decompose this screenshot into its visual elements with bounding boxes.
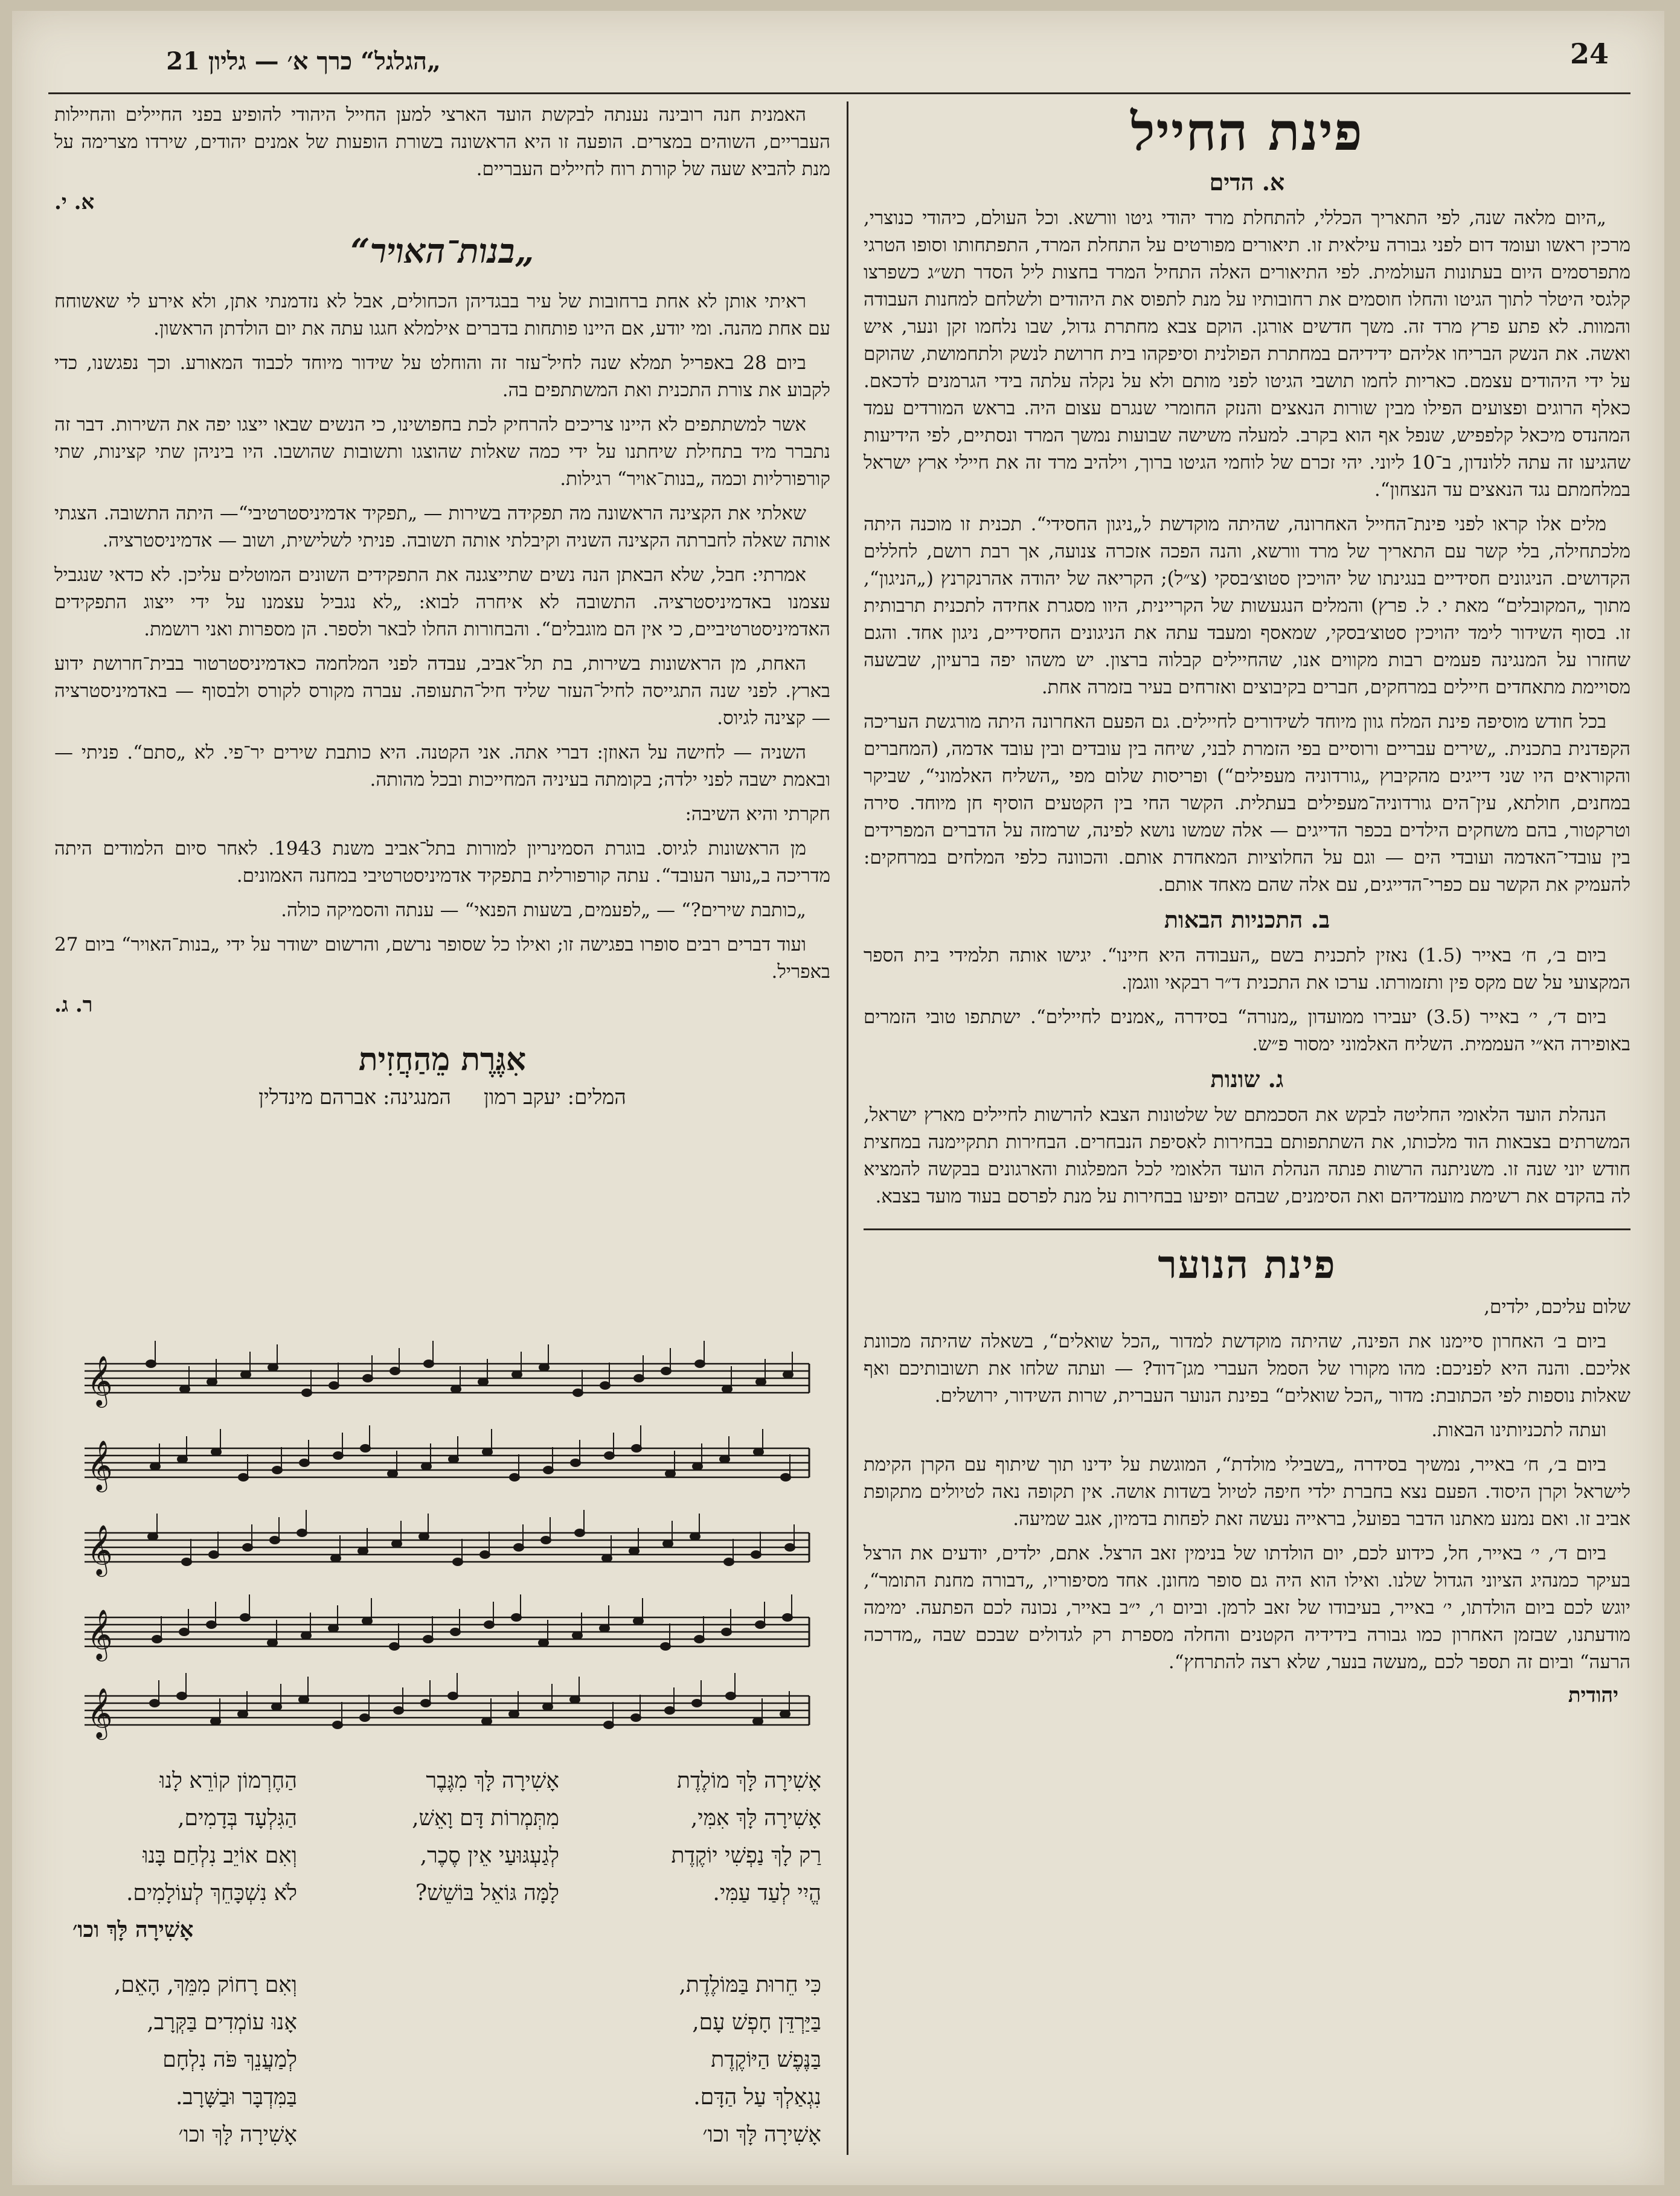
note-head (483, 1448, 492, 1456)
note-head (239, 1474, 248, 1481)
song-title: אִגֶּרֶת מֵהַחֲזִית (358, 1041, 527, 1078)
music-notes (146, 1341, 795, 1729)
note-head (539, 1639, 548, 1646)
note-head (299, 1696, 309, 1703)
note-head (241, 1371, 251, 1378)
note-head (602, 1555, 612, 1562)
note-head (150, 1700, 159, 1707)
note-head (423, 1636, 433, 1643)
note-head (665, 1707, 675, 1714)
note-head (268, 1639, 277, 1646)
note-head (392, 1540, 402, 1547)
paragraph: ביום ב׳, ח׳ באייר, נמשיך בסידרה „בשבילי מולדת“, המוגשת על ידינו תוך שיתוף עם הקרן הקימת לישראל וקרן היסוד. הפעם נצא בחברת ילדי חיפה לטיול בשדות אושה. אין תקופה נאה לטיולים מתקופת אביב זו. ואם נמנע מאתנו הדבר בפועל, בראייה נעשה זאת לפחות בדמיון, אגב שמיעה. (864, 1454, 1630, 1530)
note-head (207, 1378, 217, 1385)
note-head (661, 1643, 670, 1650)
note-head (419, 1533, 429, 1540)
note-head (390, 1643, 399, 1650)
article-title: „בנות־האויר“ (350, 231, 534, 271)
note-head (665, 1470, 675, 1477)
note-head (514, 1544, 524, 1551)
note-head (179, 1628, 189, 1636)
note-head (448, 1692, 458, 1700)
svg-text:𝄞: 𝄞 (87, 1439, 113, 1490)
note-head (722, 1628, 731, 1636)
note-head (361, 1445, 370, 1452)
note-head (240, 1614, 250, 1621)
top-rule (48, 92, 1630, 94)
verse-line: הֱיִי לְעַד עַמִּי. (713, 1881, 821, 1905)
svg-text:𝄞: 𝄞 (87, 1355, 113, 1405)
note-head (695, 1360, 705, 1367)
sheet-music (72, 1340, 821, 1750)
right-column (864, 101, 1630, 1716)
note-head (394, 1707, 403, 1714)
running-head: „הגלגל“ כרך א׳ — גליון 21 (166, 47, 441, 75)
youth-corner-title: פינת הנוער (1158, 1242, 1336, 1288)
note-head (482, 1718, 492, 1725)
note-head (600, 1625, 609, 1632)
paragraph: „היום מלאה שנה, לפי התאריך הכללי, להתחלת מרד יהודי גיטו וורשא. וכל העולם, כיהודי כנוצרי, מרכין ראשו ועומד דום לפני גבורה עילאית זו. תיאורים מפורטים על התחלת המרד, התפתחותו וסופו הטרגי מתפרסמים היום בעתונות העולמית. לפי התיאורים האלה התחיל המרד בחצות ליל הסדר תש״ג כשפרצו קלגסי היטלר לתוך הגיטו והחלו חוסמים את רחובותיו על מנת לתפוס את היהודים ולשלחם למחנות העבודה והמוות. לא פתע פרץ מרד זה. משך חדשים אורגן. הוקם צבא מחתרת גדול, שבו נלחמו זקן ונער, איש ואשה. את הנשק הבריחו אליהם ידידיהם במחתרת הפולנית וסיפקהו בית חרושת לנשק ולתחמושת, שהוקם על ידי היהודים עצמם. כאריות לחמו תושבי הגיטו לפני מותם ולא על נקלה עלתה בידי הגרמנים לדכאם. כאלף הרוגים ופצועים הפילו מבין שורות הנאצים והנזק החומרי שנגרם עצום היה. בראש המורדים עמד המהנדס מיכאל קלפפיש, שנפל אף הוא בקרב. למעלה משישה שבועות נמשך המרד ונסתיים, לפי הידיעות שהגיעו זה עתה ללונדון, ב־10 ליוני. יהי זכרם של לוחמי הגיטו ברוך, וילהיב מרד זה את חיילי ארץ ישראל במלחמתם נגד הנאצים עד הנצחון“. (864, 207, 1631, 501)
section-divider (864, 1228, 1630, 1230)
note-head (633, 1617, 643, 1625)
note-head (297, 1529, 307, 1536)
verse-column (335, 1966, 559, 2154)
signature: ר. ג. (54, 993, 93, 1017)
note-head (451, 1385, 461, 1393)
note-head (207, 1621, 216, 1628)
note-head (270, 1536, 280, 1544)
stanza-1 (72, 1762, 821, 1912)
note-head (539, 1364, 549, 1371)
note-head (756, 1378, 766, 1385)
verse-line: בַּנֶּפֶשׁ הַיּוֹקֶדֶת (711, 2047, 821, 2072)
note-head (604, 1721, 614, 1729)
song-credits (54, 1085, 830, 1109)
note-head (541, 1536, 551, 1544)
note-head (209, 1551, 219, 1558)
verse-line: לְמַעֲנֵךְ פֹּה נִלְחָם (162, 2047, 297, 2072)
verse-line: אָשִׁירָה לָּךְ אִמִּי, (690, 1806, 821, 1831)
paragraph: ביום 28 באפריל תמלא שנה לחיל־עזר זה והוחלט על שידור מיוחד לכבוד המאורע. וכך נפגשנו, כדי לקבוע את צורת התכנית ואת המשתתפים בה. (54, 352, 830, 401)
note-head (692, 1700, 702, 1707)
note-head (180, 1385, 190, 1393)
note-head (148, 1533, 158, 1540)
paragraph: ביום ד׳, י׳ באייר, חל, כידוע לכם, יום הולדתו של בנימין זאב הרצל. אתם, ילדים, יודעים את הרצל בעיקר כמנהיג הציוני הגדול שלנו. ואילו הוא היה גם סופר מחונן. אחד מסיפוריו, „דבורה מחנת התומר“, יוגש לכם ביום הולדתו, י׳ באייר, בעיבודו של זאב לרמן. וביום ו׳, י״ב באייר, נכונה לכם הפתעה. ימימה מודעתנו, שבזמן האחרון כמו גבורה בידידיה הקטנים והחלה מספרת רק לגדולים שבכם שבה „מדרכה הרעה“ וביום זה תספר לכם „מעשה בנער, שלא רצה להתרחץ“. (864, 1543, 1630, 1673)
verse-line: הַגִּלְעָד בְּדָמִים, (178, 1806, 297, 1831)
paragraph: חקרתי והיא השיבה: (685, 803, 830, 825)
note-head (573, 1389, 583, 1396)
note-head (480, 1551, 490, 1558)
page-number: 24 (1570, 37, 1609, 70)
section-a-heading: א. הדים (1209, 169, 1285, 196)
note-head (661, 1367, 671, 1375)
paragraph: מלים אלו קראו לפני פינת־החייל האחרונה, שהיתה מוקדשת ל„ניגון החסידי“. תכנית זו מוכנה היתה מלכתחילה, בלי קשר עם התאריך של מרד וורשא, והנה הפכה אזכרה צנועה, אך רבת רושם, לחללים הקדושים. הניגונים חסידיים בנגינתו של יהויכין סטוצ׳בסקי (צ״ל); הקריאה של יהודה אהרנקרנץ („הניגון“, מתוך „המקובלים“ מאת י. ל. פרץ) והמלים הנגעשות של הקריינית, היוו מסגרת אחידה לתכנית תרבותית זו. בסוף השידור לימד יהויכין סטוצ׳בסקי, שמאסף ומעבד עתה את הניגונים החסידיים, ניגון אחד. והגם שחזרו על המנגינה פעמים רבות מקווים אנו, שהחיילים קבלוה ברצון. יש משהו יפה ברעיון, שבשעה מסויימת מתאחדים חיילים במרחקים, חברים בקיבוצים ואזרחים בעיר בזמרה אחת. (864, 513, 1630, 698)
paragraph: האמנית חנה רובינה נענתה לבקשת הועד הארצי למען החייל היהודי להופיע בפני החיילים והחיילות העבריים, השוהים במצרים. הופעה זו היא הראשונה בשורת הופעות של אמנים יהודים, שירדו מצרימה על מנת להביא שעה של קורת רוח לחיילים העבריים. (54, 104, 830, 180)
note-head (152, 1636, 162, 1643)
verse-column (72, 1762, 297, 1912)
music-staff-1 (85, 1364, 809, 1393)
note-head (301, 1632, 311, 1639)
soldier-corner-title: פינת החייל (1130, 101, 1364, 162)
verse-line: אָנוּ עוֹמְדִים בַּקְּרָב, (147, 2010, 297, 2035)
note-head (780, 1710, 790, 1718)
note-head (690, 1533, 700, 1540)
note-head (663, 1540, 673, 1547)
note-head (722, 1385, 732, 1393)
composer: אברהם מינדלין (258, 1085, 377, 1109)
note-head (571, 1459, 580, 1466)
lyrics-label: המלים: (567, 1085, 626, 1109)
note-head (572, 1632, 582, 1639)
note-head (478, 1378, 488, 1385)
paragraph: מן הראשונות לגיוס. בוגרת הסמינריון למורות בתל־אביב משנת 1943. לאחר סיום הלמודים היתה מדריכה ב„נוער העובד“. עתה קורפורלית בתפקיד אדמיניסטרטיבי במחנה האמונים. (54, 838, 830, 887)
note-head (720, 1456, 729, 1463)
paragraph: „כותבת שירים?“ — „לפעמים, בשעות הפנאי“ — ענתה והסמיקה כולה. (281, 899, 806, 921)
paragraph: ראיתי אותן לא אחת ברחובות של עיר בבגדיהן הכחולים, אבל לא נזדמנתי אתן, ולא אירע לי שאשוחח עם אחת מהנה. ומי יודע, אם היינו פותחות בדברים אילמלא חגגו עתה את יום הולדתן הראשון. (54, 291, 830, 339)
verse-line: בַּיַּרְדֵּן חָפְשׁ עָם, (692, 2010, 821, 2035)
note-head (575, 1529, 585, 1536)
note-head (358, 1547, 368, 1555)
note-head (753, 1718, 763, 1725)
note-head (449, 1456, 458, 1463)
note-head (453, 1558, 463, 1565)
paragraph: שלום עליכם, ילדים, (1484, 1296, 1630, 1318)
verse-column (335, 1762, 559, 1912)
note-head (329, 1625, 338, 1632)
note-head (360, 1714, 370, 1721)
note-head (726, 1692, 736, 1700)
verse-line: אָשִׁירָה לָּךְ מִגֶּבֶר (426, 1768, 559, 1793)
note-head (693, 1463, 702, 1470)
newspaper-page (12, 11, 1664, 2185)
note-head (333, 1721, 342, 1729)
refrain: אָשִׁירָה לָּךְ וכו׳ (72, 1917, 194, 1942)
verse-column (72, 1966, 297, 2154)
note-head (724, 1558, 734, 1565)
note-head (268, 1364, 278, 1371)
note-head (450, 1628, 460, 1636)
verse-line: הַחֶרְמוֹן קוֹרֵא לָנוּ (159, 1768, 297, 1793)
verse-line: רַק לָךְ נַפְשִׁי יוֹקֶדֶת (671, 1843, 821, 1868)
column-rule (847, 101, 848, 2155)
stanza-2 (72, 1966, 821, 2154)
svg-text:𝄞: 𝄞 (87, 1608, 113, 1659)
note-head (543, 1703, 553, 1710)
note-head (238, 1710, 248, 1718)
note-head (390, 1367, 400, 1375)
note-head (604, 1452, 614, 1459)
note-head (178, 1456, 187, 1463)
signature: א. י. (54, 190, 95, 214)
paragraph: הנהלת הועד הלאומי החליטה לבקש את הסכמתם של שלטונות הצבא להרשות לחיילים מארץ ישראל, המשרתים בצבאות הוד מלכותו, את השתתפותם בבחירות לאסיפת הנבחרים. הבחירות תתקיימנה במחצית חודש יוני שנה זו. משניתנה הרשות פנתה הנהלת הועד הלאומי לכל המפלגות והארגונים בבקשה להמציא לה בהקדם את רשימת מועמדיהם ואת הסימנים, שבהם יופיעו בבחירות על מנת לפרסם בעוד מועד בצבא. (864, 1104, 1630, 1207)
verse-line: בַּמִּדְבָּר וּבַשָּׁרָב. (175, 2085, 297, 2110)
note-head (751, 1551, 761, 1558)
paragraph: האחת, מן הראשונות בשירות, בת תל־אביב, עבדה לפני המלחמה כאדמיניסטרטור בבית־חרושת ידוע בארץ. לפני שנה התגייסה לחיל־העזר שליד חיל־התעופה. עברה מקורס לקורס ולבסוף — באדמיניסטרציה — קצינה לגיוס. (54, 653, 830, 729)
paragraph: בכל חודש מוסיפה פינת המלח גוון מיוחד לשידורים לחיילים. גם הפעם האחרונה היתה מורגשת העריכה הקפדנית בתכנית. „שירים עבריים ורוסיים בפי הזמרת לבני, שיחה בין עובדים ובין עובד אדמה, (המחברים והקוראים היו שני דייגים מהקיבוץ „גורדוניה מעפילים“) ופריסות שלום מפי „השליח האלמוני“, שביקר במחנים, חולתא, עין־הים גורדוניה־מעפילים בעתלית. הקשר החי בין הקטעים הוסיף חן מיוחד. סירה וטרקטור, בהם משחקים הילדים בכפר הדייגים — אלה שמשו נושא לפינה, שרמזה על הדברים המפרידים בין עובדי־האדמה ועובדי הים — וגם על החלוציות המאחדת אותם. והכוונה כלפי המלחים במרחקים: להעמיק את הקשר עם כפרי־הדייגים, עם אלה שהם מאחד אותם. (864, 711, 1630, 896)
verse-line: אָשִׁירָה לָּךְ מוֹלֶדֶת (677, 1768, 821, 1793)
left-column (54, 101, 830, 1122)
verse-line: נִגְאַלְךְ עַל הַדָּם. (693, 2085, 821, 2110)
paragraph: השניה — לחישה על האוזן: דברי אתה. אני הקטנה. היא כותבת שירים יר־פי. לא „סתם“. פניתי — ובאמת ישבה לפני ילדה; בקומתה בעיניה המחייכות ובכל מהותה. (54, 742, 830, 791)
music-label: המנגינה: (383, 1085, 451, 1109)
verse-line: אָשִׁירָה לָּךְ וכו׳ (702, 2122, 821, 2147)
verse-line: כִּי חֵרוּת בַּמּוֹלֶדֶת, (679, 1973, 821, 1997)
music-staff-2 (85, 1448, 809, 1477)
note-head (300, 1459, 309, 1466)
note-head (754, 1448, 763, 1456)
note-head (755, 1621, 765, 1628)
svg-text:𝄞: 𝄞 (87, 1687, 113, 1738)
verse-line: מִתְּמְרוֹת דָּם וָאֵשׁ, (412, 1806, 559, 1831)
note-head (511, 1614, 521, 1621)
note-head (694, 1636, 704, 1643)
verse-column (597, 1966, 821, 2154)
note-head (421, 1700, 431, 1707)
note-head (570, 1696, 580, 1703)
verse-column (597, 1762, 821, 1912)
music-staff-3 (85, 1533, 809, 1562)
note-head (146, 1360, 156, 1367)
paragraph: אשר למשתתפים לא היינו צריכים להרחיק לכת בחפושינו, כי הנשים שבאו ייצגו יפה את השירות. דבר זה נתברר מיד בתחילת שיחתנו על ידי כמה שאלות שהוצגו ותשובות שהושבו. היו ביניהן שתי קצינות, שתי קורפורליות וכמה „בנות־אויר“ רגילות. (54, 414, 830, 490)
note-head (211, 1448, 221, 1456)
note-head (512, 1371, 522, 1378)
note-head (177, 1692, 187, 1700)
note-head (424, 1360, 434, 1367)
note-head (484, 1621, 494, 1628)
lyricist: יעקב רמון (484, 1085, 561, 1109)
note-head (331, 1555, 341, 1562)
song-verses (72, 1762, 821, 2154)
section-c-heading: ג. שונות (1210, 1065, 1284, 1093)
verse-line: לָמָּה גּוֹאֵל בּוֹשֵׁשׁ? (415, 1881, 559, 1905)
svg-text:𝄞: 𝄞 (87, 1524, 113, 1575)
note-head (362, 1617, 372, 1625)
signature: יהודית (1568, 1683, 1618, 1707)
paragraph: ביום ב׳ האחרון סיימנו את הפינה, שהיתה מוקדשת למדור „הכל שואלים“, בשאלה שהיתה מכוונת אליכם. והנה היא לפניכם: מהו מקורו של הסמל העברי מגן־דוד? — ועתה שלחו את תשובותיכם ואף שאלות נוספות לפי הכתובת: מדור „הכל שואלים“ בפינת הנוער העברית, שרות השידור, ירושלים. (864, 1331, 1630, 1407)
note-head (600, 1382, 610, 1389)
section-b-heading: ב. התכניות הבאות (1164, 906, 1330, 933)
verse-line: לְגַעְגּוּעַי אֵין סֶכֶר, (420, 1843, 559, 1868)
note-head (632, 1445, 641, 1452)
note-head (243, 1544, 252, 1551)
paragraph: שאלתי את הקצינה הראשונה מה תפקידה בשירות — „תפקיד אדמיניסטרטיבי“— היתה התשובה. הצגתי אותה שאלה לחברתה הקצינה השניה וקיבלתי אותה תשובה. פניתי לשלישית, ושוב — אדמיניסטרציה. (54, 502, 830, 551)
note-head (422, 1463, 431, 1470)
note-head (785, 1544, 795, 1551)
note-head (272, 1703, 281, 1710)
note-head (333, 1452, 343, 1459)
verse-line: לֹא נִשְׁכָּחֵךְ לְעוֹלָמִים. (126, 1881, 297, 1905)
note-head (634, 1375, 644, 1382)
paragraph: ביום ב׳, ח׳ באייר (1.5) נאזין לתכנית בשם „העבודה היא חיינו“. יגישו אותה תלמידי בית הספר המקצועי על שם מקס פין ותזמורתו. ערכו את התכנית ד״ר רבקאי ווגמן. (864, 945, 1630, 994)
note-head (629, 1547, 639, 1555)
note-head (783, 1371, 793, 1378)
paragraph: אמרתי: חבל, שלא הבאתן הנה נשים שתייצגנה את התפקידים השונים המוטלים עליכן. לא כדאי שנגביל עצמנו באדמיניסטרציה. התשובה לא איחרה לבוא: „לא נגביל עצמנו על ידי ייצוג התפקידים האדמיניסטרטיביים, כי אין הם מוגבלים“. והבחורות החלו לבאר ולספר. הן מספרות ואני רושמת. (54, 564, 830, 640)
paragraph: ביום ד׳, י׳ באייר (3.5) יעבירו ממועדון „מנורה“ בסידרה „אמנים לחיילים“. ישתתפו טובי הזמרים באופירה הא״י העממית. השליח האלמוני ימסור פ״ש. (864, 1006, 1630, 1055)
note-head (781, 1474, 790, 1481)
paragraph: ועתה לתכניותינו הבאות. (1431, 1419, 1606, 1441)
note-head (509, 1710, 519, 1718)
note-head (783, 1614, 792, 1621)
verse-line: וְאִם רָחוֹק מִמֵּךְ, הָאֵם, (114, 1973, 297, 1997)
note-head (182, 1558, 191, 1565)
note-head (302, 1389, 312, 1396)
note-head (388, 1470, 397, 1477)
note-head (329, 1382, 339, 1389)
note-head (211, 1718, 220, 1725)
note-head (272, 1466, 282, 1474)
note-head (363, 1375, 373, 1382)
verse-line: אָשִׁירָה לָּךְ וכו׳ (178, 2122, 297, 2147)
treble-clefs (87, 1355, 113, 1740)
note-head (150, 1463, 160, 1470)
paragraph: ועוד דברים רבים סופרו בפגישה זו; ואילו כל שסופר נרשם, והרשום ישודר על ידי „בנות־האויר“ ביום 27 באפריל. (54, 934, 830, 983)
note-head (543, 1466, 553, 1474)
note-head (631, 1714, 641, 1721)
note-head (510, 1474, 519, 1481)
verse-line: וְאִם אוֹיֵב נִלְחַם בָּנוּ (143, 1843, 297, 1868)
